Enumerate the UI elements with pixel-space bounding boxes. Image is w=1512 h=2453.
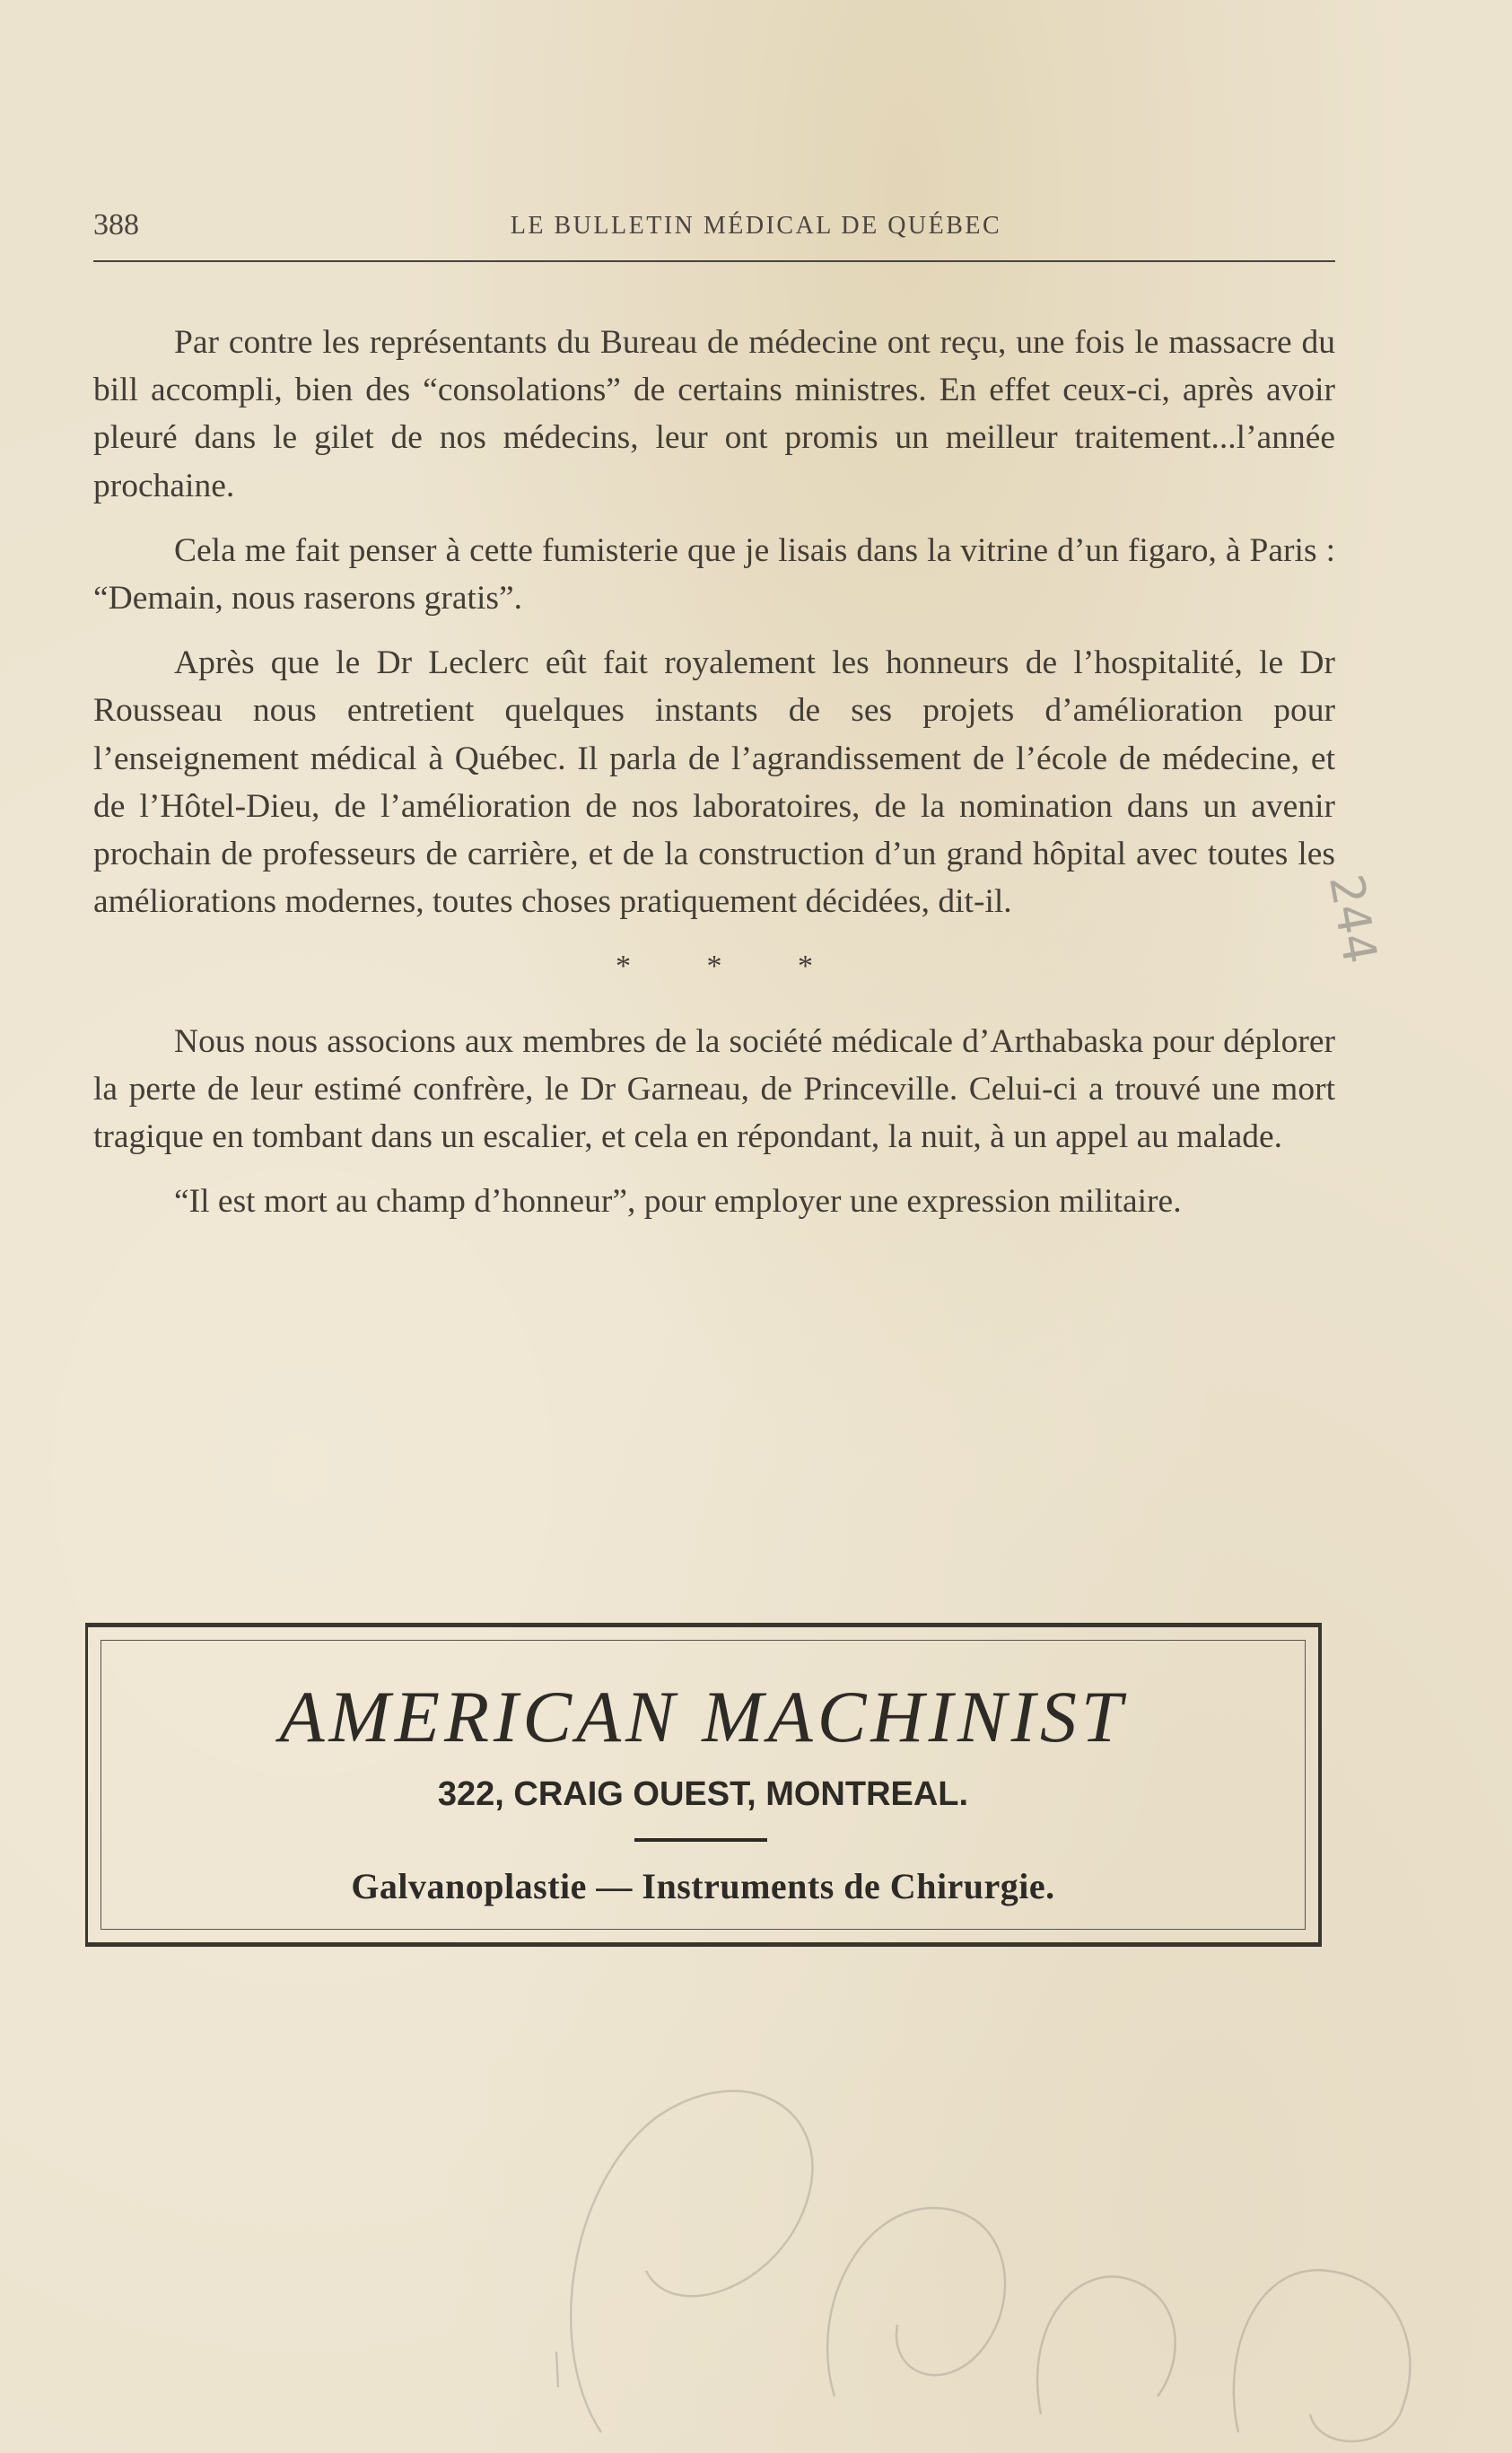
advertisement-tagline: Galvanoplastie — Instruments de Chirurgie. — [351, 1866, 1055, 1906]
advertisement-inner-frame — [101, 1640, 1306, 1930]
header-rule — [93, 260, 1335, 262]
advertisement-box — [85, 1623, 1322, 1947]
paragraph-dr-rousseau: Après que le Dr Leclerc eût fait royalement les honneurs de l’hospitalité, le Dr Rousseau nous entretient quelques instants de ses projets d’amélioration pour l’enseignement médical à Québec. Il parla de l’agrandissement de l’école de médecine, et de l’Hôtel-Dieu, de l’amélioration de nos laboratoires, de la nomination dans un avenir prochain de professeurs de carrière, et de la construction d’un grand hôpital avec toutes les améliorations modernes, toutes choses pratiquement décidées, dit-il. — [93, 644, 1335, 921]
advertisement-title: AMERICAN MACHINIST — [279, 1676, 1127, 1757]
advertisement-rule — [634, 1838, 767, 1842]
article-body — [93, 319, 1335, 1242]
paragraph-bureau-medecine: Par contre les représentants du Bureau de médecine ont reçu, une fois le massacre du bill accompli, bien des “consolations” de certains ministres. En effet ceux-ci, après avoir pleuré dans le gilet de nos médecins, leur ont promis un meilleur traitement...l’année prochaine. — [93, 324, 1335, 504]
paragraph-champ-honneur: “Il est mort au champ d’honneur”, pour employer une expression militaire. — [174, 1183, 1182, 1221]
stamp-watermark — [538, 2055, 1508, 2450]
running-header: LE BULLETIN MÉDICAL DE QUÉBEC — [510, 212, 1002, 240]
margin-annotation: 244 — [1317, 871, 1387, 968]
paragraph-dr-garneau: Nous nous associons aux membres de la société médicale d’Arthabaska pour déplorer la perte de leur estimé confrère, le Dr Garneau, de Princeville. Celui-ci a trouvé une mort tragique en tombant dans un escalier, et cela en répondant, la nuit, à un appel au malade. — [93, 1022, 1335, 1156]
paragraph-fumisterie: Cela me fait penser à cette fumisterie que je lisais dans la vitrine d’un figaro, à Paris : “Demain, nous raserons gratis”. — [93, 531, 1335, 618]
advertisement-address: 322, CRAIG OUEST, MONTREAL. — [437, 1775, 969, 1813]
section-separator: * * * — [616, 950, 847, 984]
page-number: 388 — [93, 208, 139, 241]
